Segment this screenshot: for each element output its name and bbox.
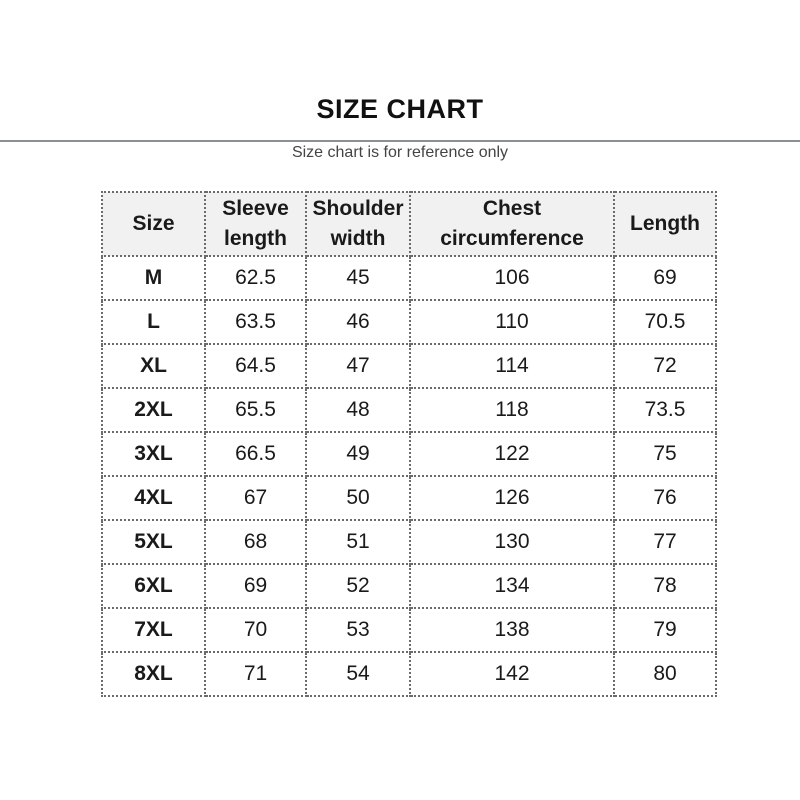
column-header-sleeve-length — [205, 192, 306, 256]
column-header-chest-circumference — [410, 192, 614, 256]
table-row — [102, 652, 716, 696]
column-header-label: Sleeve — [222, 197, 289, 220]
size-cell: 2XL — [102, 388, 205, 432]
sleeve-length-cell: 64.5 — [205, 344, 306, 388]
chest-circumference-cell: 126 — [410, 476, 614, 520]
sleeve-length-cell: 67 — [205, 476, 306, 520]
column-header-label: circumference — [440, 227, 584, 250]
shoulder-width-cell: 49 — [306, 432, 410, 476]
size-cell: XL — [102, 344, 205, 388]
page-title: SIZE CHART — [316, 94, 484, 124]
chest-circumference-cell: 118 — [410, 388, 614, 432]
sleeve-length-cell: 70 — [205, 608, 306, 652]
length-cell: 69 — [614, 256, 716, 300]
size-cell: L — [102, 300, 205, 344]
sleeve-length-cell: 65.5 — [205, 388, 306, 432]
column-header-length — [614, 192, 716, 256]
column-header-label: length — [224, 227, 287, 250]
column-header-shoulder-width — [306, 192, 410, 256]
length-cell: 76 — [614, 476, 716, 520]
length-cell: 75 — [614, 432, 716, 476]
shoulder-width-cell: 45 — [306, 256, 410, 300]
chest-circumference-cell: 138 — [410, 608, 614, 652]
shoulder-width-cell: 47 — [306, 344, 410, 388]
sleeve-length-cell: 66.5 — [205, 432, 306, 476]
length-cell: 72 — [614, 344, 716, 388]
chest-circumference-cell: 110 — [410, 300, 614, 344]
chest-circumference-cell: 122 — [410, 432, 614, 476]
table-row — [102, 256, 716, 300]
shoulder-width-cell: 54 — [306, 652, 410, 696]
table-row — [102, 432, 716, 476]
sleeve-length-cell: 62.5 — [205, 256, 306, 300]
shoulder-width-cell: 48 — [306, 388, 410, 432]
shoulder-width-cell: 50 — [306, 476, 410, 520]
length-cell: 73.5 — [614, 388, 716, 432]
size-cell: 6XL — [102, 564, 205, 608]
column-header-label: Size — [132, 212, 175, 235]
chest-circumference-cell: 106 — [410, 256, 614, 300]
size-cell: 8XL — [102, 652, 205, 696]
sleeve-length-cell: 71 — [205, 652, 306, 696]
length-cell: 80 — [614, 652, 716, 696]
column-header-label: Chest — [482, 197, 542, 220]
table-row — [102, 344, 716, 388]
size-cell: 7XL — [102, 608, 205, 652]
table-row — [102, 476, 716, 520]
sleeve-length-cell: 69 — [205, 564, 306, 608]
table-header-row — [102, 192, 716, 256]
length-cell: 77 — [614, 520, 716, 564]
table-row — [102, 564, 716, 608]
length-cell: 79 — [614, 608, 716, 652]
size-cell: 3XL — [102, 432, 205, 476]
size-cell: M — [102, 256, 205, 300]
length-cell: 78 — [614, 564, 716, 608]
chest-circumference-cell: 130 — [410, 520, 614, 564]
shoulder-width-cell: 53 — [306, 608, 410, 652]
column-header-size — [102, 192, 205, 256]
table-row — [102, 388, 716, 432]
shoulder-width-cell: 52 — [306, 564, 410, 608]
chest-circumference-cell: 142 — [410, 652, 614, 696]
title-divider — [0, 140, 800, 142]
chest-circumference-cell: 134 — [410, 564, 614, 608]
column-header-label: Shoulder — [312, 197, 404, 220]
column-header-label: width — [330, 227, 386, 250]
column-header-label: Length — [630, 212, 700, 235]
size-cell: 4XL — [102, 476, 205, 520]
shoulder-width-cell: 51 — [306, 520, 410, 564]
size-cell: 5XL — [102, 520, 205, 564]
page-subtitle: Size chart is for reference only — [291, 144, 509, 161]
sleeve-length-cell: 68 — [205, 520, 306, 564]
size-chart-table — [101, 191, 717, 697]
table-row — [102, 300, 716, 344]
table-row — [102, 608, 716, 652]
table-row — [102, 520, 716, 564]
sleeve-length-cell: 63.5 — [205, 300, 306, 344]
chest-circumference-cell: 114 — [410, 344, 614, 388]
length-cell: 70.5 — [614, 300, 716, 344]
shoulder-width-cell: 46 — [306, 300, 410, 344]
